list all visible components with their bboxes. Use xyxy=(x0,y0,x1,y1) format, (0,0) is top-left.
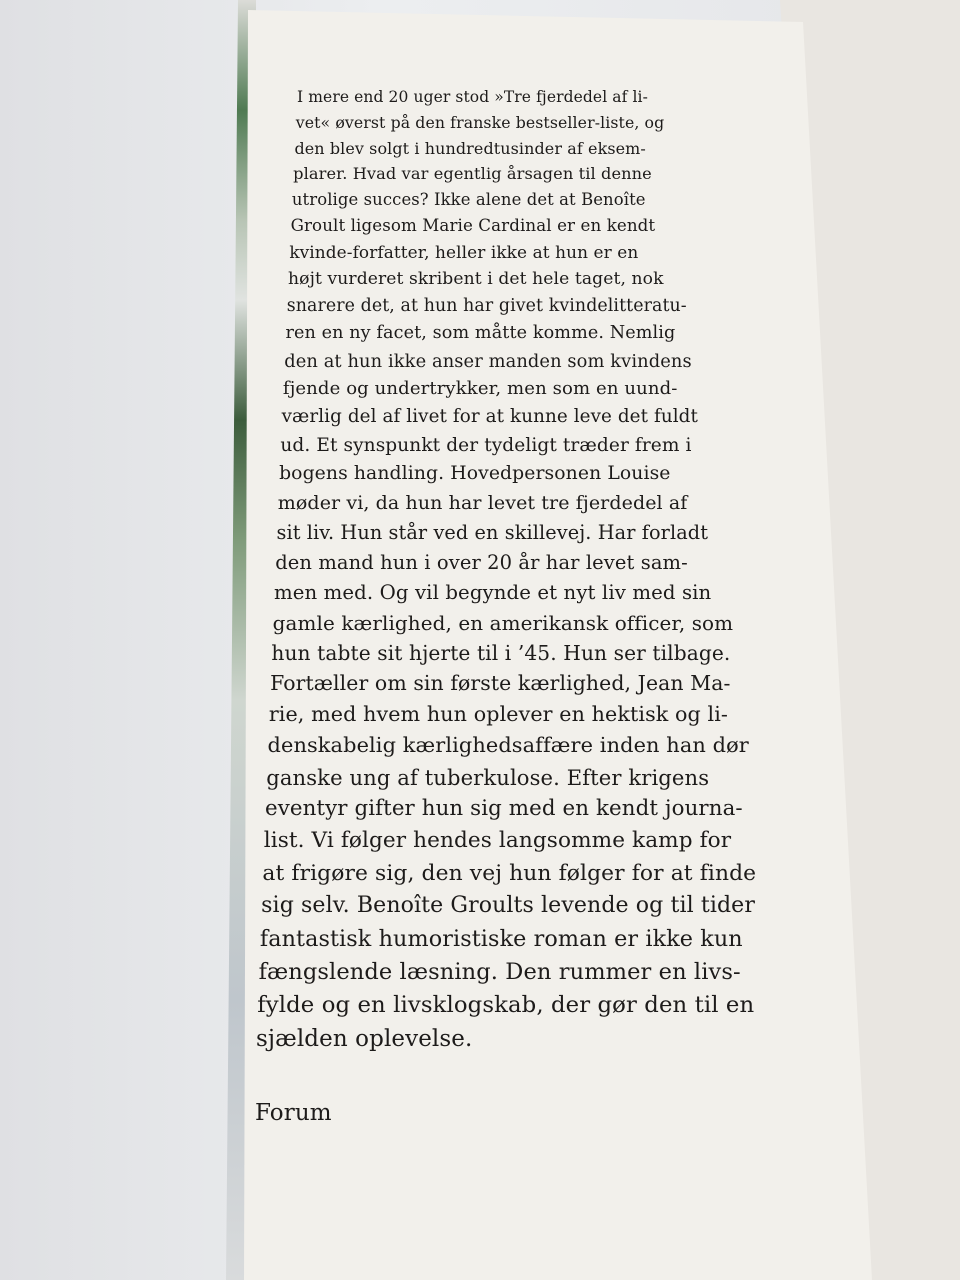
text-line: den mand hun i over 20 år har levet sam- xyxy=(275,550,688,574)
text-line: sig selv. Benoîte Groults levende og til tider xyxy=(261,893,755,919)
text-line: den at hun ikke anser manden som kvindens xyxy=(284,350,692,372)
text-line: bogens handling. Hovedpersonen Louise xyxy=(279,463,671,485)
text-line: fjende og undertrykker, men som en uund- xyxy=(282,378,678,400)
text-line: Fortæller om sin første kærlighed, Jean Ma- xyxy=(270,671,731,696)
text-line: fylde og en livsklogskab, der gør den til en xyxy=(257,992,755,1019)
text-line: fængslende læsning. Den rummer en livs- xyxy=(258,959,741,986)
text-line: kvinde-forfatter, heller ikke at hun er en xyxy=(289,242,639,263)
text-line: Groult ligesom Marie Cardinal er en kendt xyxy=(290,215,656,235)
text-line: sjælden oplevelse. xyxy=(256,1026,473,1053)
text-line: ren en ny facet, som måtte komme. Nemlig xyxy=(285,323,676,344)
text-line: fantastisk humoristiske roman er ikke kun xyxy=(259,926,743,953)
text-line: værlig del af livet for at kunne leve det fuldt xyxy=(281,406,698,428)
text-line: rie, med hvem hun oplever en hektisk og li- xyxy=(268,702,729,727)
text-line: højt vurderet skribent i det hele taget, nok xyxy=(288,269,664,289)
text-line: hun tabte sit hjerte til i ’45. Hun ser tilbage. xyxy=(271,640,731,665)
text-line: eventyr gifter hun sig med en kendt journa- xyxy=(264,796,743,822)
text-line: gamle kærlighed, en amerikansk officer, som xyxy=(272,610,734,635)
text-line: snarere det, at hun har givet kvindelitteratu- xyxy=(286,295,687,316)
text-line: ganske ung af tuberkulose. Efter krigens xyxy=(266,764,710,790)
text-line: den blev solgt i hundredtusinder af eksem- xyxy=(294,138,646,158)
text-line: utrolige succes? Ikke alene det at Benoîte xyxy=(291,189,646,209)
text-line: plarer. Hvad var egentlig årsagen til denne xyxy=(293,164,652,184)
text-line: men med. Og vil begynde et nyt liv med sin xyxy=(273,580,712,604)
text-line: sit liv. Hun står ved en skillevej. Har forladt xyxy=(276,521,709,545)
text-line: I mere end 20 uger stod »Tre fjerdedel af li- xyxy=(297,88,648,107)
text-line: vet« øverst på den franske bestseller-liste, og xyxy=(295,113,665,133)
text-line: list. Vi følger hendes langsomme kamp for xyxy=(263,828,732,854)
publisher-name: Forum xyxy=(255,1100,332,1126)
text-line: møder vi, da hun har levet tre fjerdedel af xyxy=(277,492,688,515)
text-line: ud. Et synspunkt der tydeligt træder frem i xyxy=(280,434,692,456)
text-line: denskabelig kærlighedsaffære inden han dør xyxy=(267,733,749,758)
text-line: at frigøre sig, den vej hun følger for at finde xyxy=(262,860,757,886)
